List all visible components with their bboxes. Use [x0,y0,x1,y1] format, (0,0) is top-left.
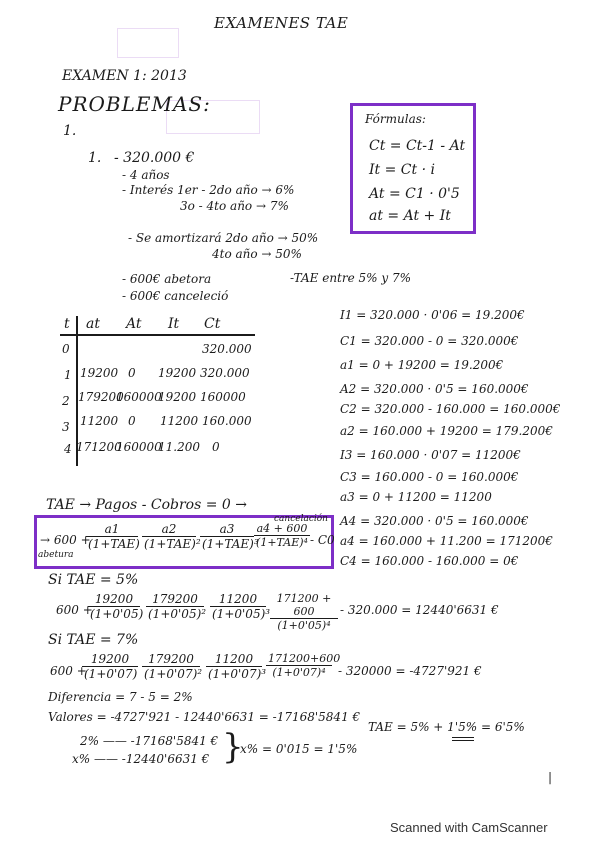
tae7-term: $\frac{171200+600}{\text{(1+0'07)⁴}}$ [268,652,341,679]
item-number: 1. [88,150,102,166]
brace: } [222,727,244,767]
calc-line: A2 = 320.000 · 0'5 = 160.000€ [340,382,529,396]
formula-line: at = At + It [369,208,451,224]
table-header: It [168,316,180,332]
table-cell: 160000 [200,390,246,404]
table-cell: 4 [64,442,72,456]
tae5-prefix: 600 + [56,603,93,617]
table-cell: 19200 [158,390,197,404]
tae7-term: $\frac{19200}{(1+0'07)}$ [84,652,138,681]
stray-mark: | [548,770,553,784]
final-underline [452,737,474,738]
table-cell: 0 [62,342,70,356]
problem-number: 1. [63,123,77,139]
table-header: Ct [204,316,221,332]
detail-line: - 600€ abetora [122,272,212,286]
result-x: x% = 0'015 = 1'5% [240,742,358,756]
tae5-term: $\frac{171200 + 600}{\text{(1+0'05)⁴}}$ [270,592,338,632]
table-cell: 0 [128,366,136,380]
table-header: At [126,316,142,332]
section-heading: PROBLEMAS: [58,92,211,116]
table-cell: 0 [212,440,220,454]
tae5-heading: Si TAE = 5% [48,572,139,588]
table-cell: 19200 [80,366,119,380]
tae-label: TAE → Pagos - Cobros = 0 → [46,497,248,513]
table-cell: 320.000 [200,366,250,380]
table-header: at [86,316,100,332]
calc-line: C4 = 160.000 - 160.000 = 0€ [340,554,519,568]
table-cell: 160000 [116,390,162,404]
tae5-result: - 320.000 = 12440'6631 € [340,603,499,617]
calc-line: C2 = 320.000 - 160.000 = 160.000€ [340,402,561,416]
table-cell: 0 [128,414,136,428]
detail-line: - 600€ canceleció [122,289,229,303]
calc-line: a3 = 0 + 11200 = 11200 [340,490,492,504]
tae7-prefix: 600 + [50,664,87,678]
tae-term: a1 (1+TAE) [88,522,140,551]
table-cell: 11.200 [158,440,200,454]
table-cell: 320.000 [202,342,252,356]
rule-line: 2% —— -17168'5841 € [80,734,219,748]
detail-line: 3o - 4to año → 7% [180,199,289,213]
tae-term: a2 (1+TAE)² [144,522,201,551]
table-header: t [64,316,70,332]
final-underline [452,740,474,741]
tae-term: a4 + 600 (1+TAE)⁴ [254,522,310,549]
table-cell: 2 [62,394,70,408]
detail-line: - Se amortizará 2do año → 50% [128,231,319,245]
table-cell: 179200 [78,390,124,404]
cancelacion-note: cancelación [274,514,328,524]
tae5-term: $\frac{179200}{\text{(1+0'05)²}}$ [148,592,207,621]
tae-suffix: - C0 [310,533,335,547]
rule-line: x% —— -12440'6631 € [72,752,210,766]
table-cell: 1 [64,368,72,382]
calc-line: I3 = 160.000 · 0'07 = 11200€ [340,448,521,462]
detail-line: - 4 años [122,168,170,182]
calc-line: C3 = 160.000 - 0 = 160.000€ [340,470,519,484]
table-cell: 160.000 [202,414,252,428]
tae5-term: $\frac{19200}{(1+0'05)}$ [90,592,144,621]
table-cell: 3 [62,420,70,434]
table-cell: 11200 [160,414,199,428]
formula-line: At = C1 · 0'5 [369,186,460,202]
tae7-heading: Si TAE = 7% [48,632,139,648]
calc-line: A4 = 320.000 · 0'5 = 160.000€ [340,514,529,528]
detail-line: 4to año → 50% [212,247,302,261]
detail-line: - Interés 1er - 2do año → 6% [122,183,295,197]
values-line: Valores = -4727'921 - 12440'6631 = -17168'5841 € [48,710,361,724]
calc-line: C1 = 320.000 - 0 = 320.000€ [340,334,519,348]
table-divider [60,334,255,336]
calc-line: I1 = 320.000 · 0'06 = 19.200€ [340,308,525,322]
bleed-through-mark [117,28,179,58]
detail-line: - 320.000 € [114,150,195,166]
calc-line: a2 = 160.000 + 19200 = 179.200€ [340,424,553,438]
tae5-term: $\frac{11200}{\text{(1+0'05)³}}$ [212,592,271,621]
formula-line: Ct = Ct-1 - At [369,138,466,154]
calc-line: a1 = 0 + 19200 = 19.200€ [340,358,504,372]
table-cell: 160000 [116,440,162,454]
calc-line: a4 = 160.000 + 11.200 = 171200€ [340,534,553,548]
abetura-note: abetura [38,550,74,560]
tae7-term: $\frac{11200}{\text{(1+0'07)³}}$ [208,652,267,681]
table-cell: 19200 [158,366,197,380]
exam-label: EXAMEN 1: 2013 [62,68,187,84]
tae7-result: - 320000 = -4727'921 € [338,664,482,678]
page-title: EXAMENES TAE [214,14,349,32]
formulas-title: Fórmulas: [365,112,426,126]
tae7-term: $\frac{179200}{\text{(1+0'07)²}}$ [144,652,203,681]
difference-line: Diferencia = 7 - 5 = 2% [48,690,193,704]
final-tae: TAE = 5% + 1'5% = 6'5% [368,720,525,734]
tae-term: a3 (1+TAE)³ [202,522,259,551]
detail-line: -TAE entre 5% y 7% [290,271,412,285]
scanner-footer: Scanned with CamScanner [390,820,548,835]
formula-line: It = Ct · i [369,162,435,178]
table-cell: 11200 [80,414,119,428]
formulas-box [350,103,476,234]
tae-prefix: → 600 + [40,533,91,547]
table-cell: 171200 [76,440,122,454]
